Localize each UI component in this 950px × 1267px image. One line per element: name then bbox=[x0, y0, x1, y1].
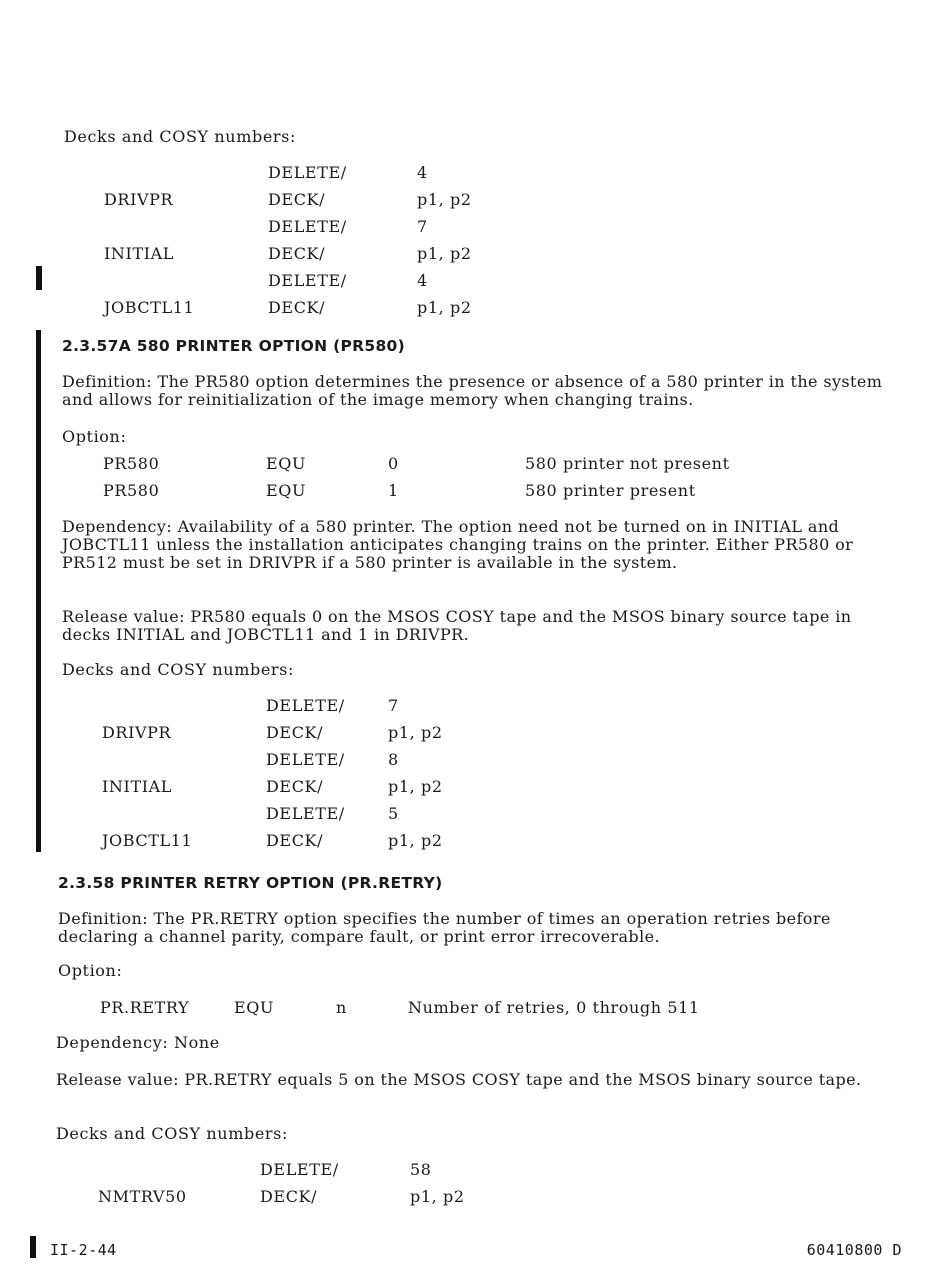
deck-command: DELETE/ bbox=[260, 1160, 339, 1179]
deck-name: DRIVPR bbox=[102, 723, 172, 742]
dependency-paragraph: Dependency: Availability of a 580 printer. The option need not be turned on in INITIAL and JOBCTL11 unless the installation anticipates changing trains on the printer. Either PR580 or PR512 must be set in DRIVPR if a 580 printer is available in the system. bbox=[62, 517, 854, 572]
option-value: 1 bbox=[388, 481, 399, 500]
deck-command: DECK/ bbox=[266, 723, 324, 742]
definition-paragraph: Definition: The PR.RETRY option specifies the number of times an operation retries before declaring a channel parity, compare fault, or print error irrecoverable. bbox=[58, 909, 831, 946]
option-description: Number of retries, 0 through 511 bbox=[408, 998, 700, 1017]
option-label: Option: bbox=[62, 427, 127, 446]
option-name: PR580 bbox=[103, 454, 160, 473]
option-value: 0 bbox=[388, 454, 399, 473]
change-bar bbox=[36, 266, 42, 290]
option-description: 580 printer not present bbox=[525, 454, 730, 473]
deck-name: JOBCTL11 bbox=[104, 298, 195, 317]
release-paragraph: Release value: PR580 equals 0 on the MSOS COSY tape and the MSOS binary source tape in decks INITIAL and JOBCTL11 and 1 in DRIVPR. bbox=[62, 607, 852, 644]
cosy-number: p1, p2 bbox=[388, 723, 443, 742]
option-description: 580 printer present bbox=[525, 481, 696, 500]
cosy-number: 58 bbox=[410, 1160, 432, 1179]
option-value: n bbox=[336, 998, 347, 1017]
option-equ: EQU bbox=[234, 998, 275, 1017]
dependency-paragraph: Dependency: None bbox=[56, 1033, 220, 1052]
option-equ: EQU bbox=[266, 454, 307, 473]
deck-name: INITIAL bbox=[102, 777, 173, 796]
document-number: 60410800 D bbox=[806, 1241, 902, 1259]
cosy-number: 7 bbox=[417, 217, 428, 236]
cosy-number: p1, p2 bbox=[417, 298, 472, 317]
cosy-number: 8 bbox=[388, 750, 399, 769]
deck-command: DECK/ bbox=[268, 190, 326, 209]
deck-command: DELETE/ bbox=[268, 271, 347, 290]
option-equ: EQU bbox=[266, 481, 307, 500]
deck-command: DELETE/ bbox=[268, 163, 347, 182]
cosy-number: p1, p2 bbox=[388, 777, 443, 796]
cosy-number: p1, p2 bbox=[388, 831, 443, 850]
cosy-number: 5 bbox=[388, 804, 399, 823]
change-bar bbox=[30, 1236, 36, 1258]
cosy-number: 7 bbox=[388, 696, 399, 715]
deck-command: DELETE/ bbox=[268, 217, 347, 236]
deck-name: NMTRV50 bbox=[98, 1187, 187, 1206]
cosy-number: p1, p2 bbox=[417, 244, 472, 263]
cosy-number: p1, p2 bbox=[417, 190, 472, 209]
deck-name: DRIVPR bbox=[104, 190, 174, 209]
option-name: PR580 bbox=[103, 481, 160, 500]
cosy-number: p1, p2 bbox=[410, 1187, 465, 1206]
cosy-number: 4 bbox=[417, 163, 428, 182]
deck-command: DELETE/ bbox=[266, 750, 345, 769]
decks-label: Decks and COSY numbers: bbox=[62, 660, 294, 679]
deck-name: INITIAL bbox=[104, 244, 175, 263]
deck-command: DECK/ bbox=[268, 244, 326, 263]
deck-command: DECK/ bbox=[260, 1187, 318, 1206]
deck-command: DECK/ bbox=[268, 298, 326, 317]
deck-command: DELETE/ bbox=[266, 696, 345, 715]
definition-paragraph: Definition: The PR580 option determines the presence or absence of a 580 printer in the system and allows for reinitialization of the image memory when changing trains. bbox=[62, 372, 883, 409]
deck-name: JOBCTL11 bbox=[102, 831, 193, 850]
deck-command: DELETE/ bbox=[266, 804, 345, 823]
cosy-number: 4 bbox=[417, 271, 428, 290]
page-number: II-2-44 bbox=[50, 1241, 117, 1259]
decks-label: Decks and COSY numbers: bbox=[56, 1124, 288, 1143]
deck-command: DECK/ bbox=[266, 831, 324, 850]
decks-label: Decks and COSY numbers: bbox=[64, 127, 296, 146]
change-bar bbox=[36, 330, 41, 852]
release-paragraph: Release value: PR.RETRY equals 5 on the MSOS COSY tape and the MSOS binary source tape. bbox=[56, 1070, 862, 1089]
section-heading: 2.3.58 PRINTER RETRY OPTION (PR.RETRY) bbox=[58, 874, 443, 892]
option-label: Option: bbox=[58, 961, 123, 980]
section-heading: 2.3.57A 580 PRINTER OPTION (PR580) bbox=[62, 337, 406, 355]
deck-command: DECK/ bbox=[266, 777, 324, 796]
option-name: PR.RETRY bbox=[100, 998, 190, 1017]
